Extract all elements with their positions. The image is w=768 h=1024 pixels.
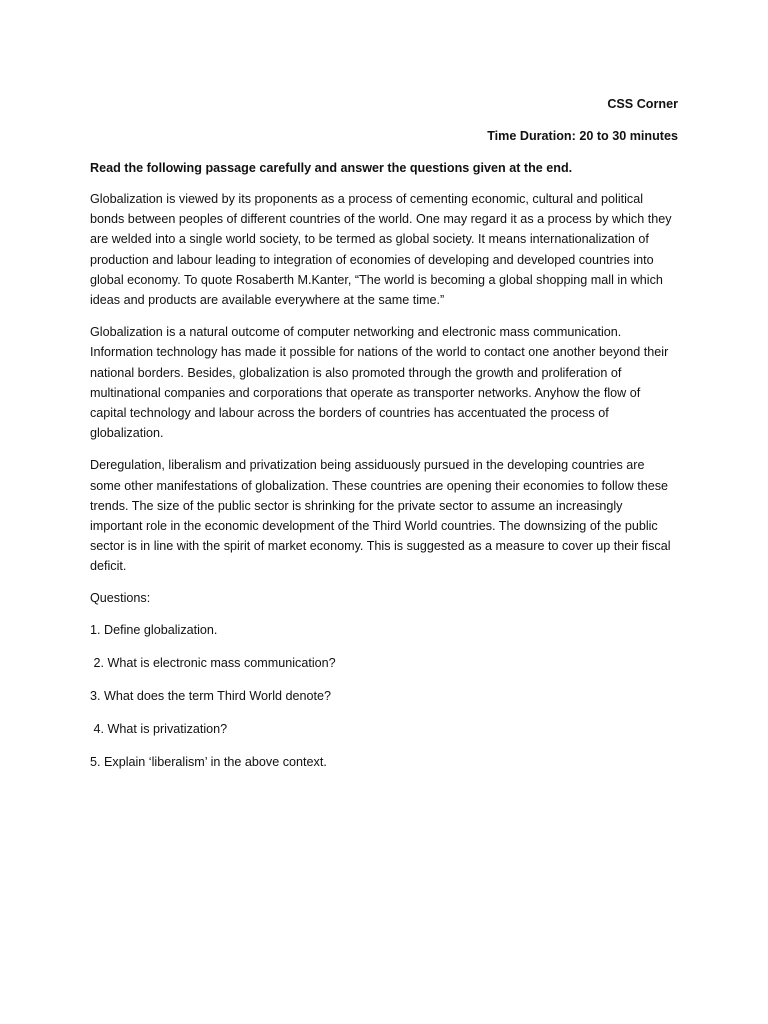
passage-paragraph-1: Globalization is viewed by its proponents as a process of cementing economic, cultural and political bonds between peoples of different countries of the world. One may regard it as a process by which they are welded into a single world society, to be termed as global society. It means internationalization of production and labour leading to integration of economies of developing and developed countries into global economy. To quote Rosaberth M.Kanter, “The world is becoming a global shopping mall in which ideas and products are available everywhere at the same time.”	[90, 192, 672, 308]
questions-heading: Questions:	[90, 590, 151, 605]
question-4: 4. What is privatization?	[90, 721, 228, 736]
question-3: 3. What does the term Third World denote?	[90, 688, 332, 703]
question-2: 2. What is electronic mass communication?	[90, 655, 336, 670]
org-name: CSS Corner	[607, 97, 678, 111]
passage-paragraph-3: Deregulation, liberalism and privatization being assiduously pursued in the developing countries are some other manifestations of globalization. These countries are opening their economies to follow these trends. The size of the public sector is shrinking for the private sector to assume an increasingly important role in the economic development of the Third World countries. The downsizing of the public sector is in line with the spirit of market economy. This is suggested as a measure to cover up their fiscal deficit.	[90, 458, 671, 574]
question-1: 1. Define globalization.	[90, 622, 218, 637]
question-5: 5. Explain ‘liberalism’ in the above context.	[90, 754, 327, 769]
time-duration: Time Duration: 20 to 30 minutes	[487, 129, 678, 143]
passage-paragraph-2: Globalization is a natural outcome of computer networking and electronic mass communication. Information technology has made it possible for nations of the world to contact one another beyond their national borders. Besides, globalization is also promoted through the growth and proliferation of multinational companies and corporations that operate as transporter networks. Anyhow the flow of capital technology and labour across the borders of countries has accentuated the process of globalization.	[90, 325, 669, 441]
instruction-text: Read the following passage carefully and answer the questions given at the end.	[90, 161, 573, 175]
